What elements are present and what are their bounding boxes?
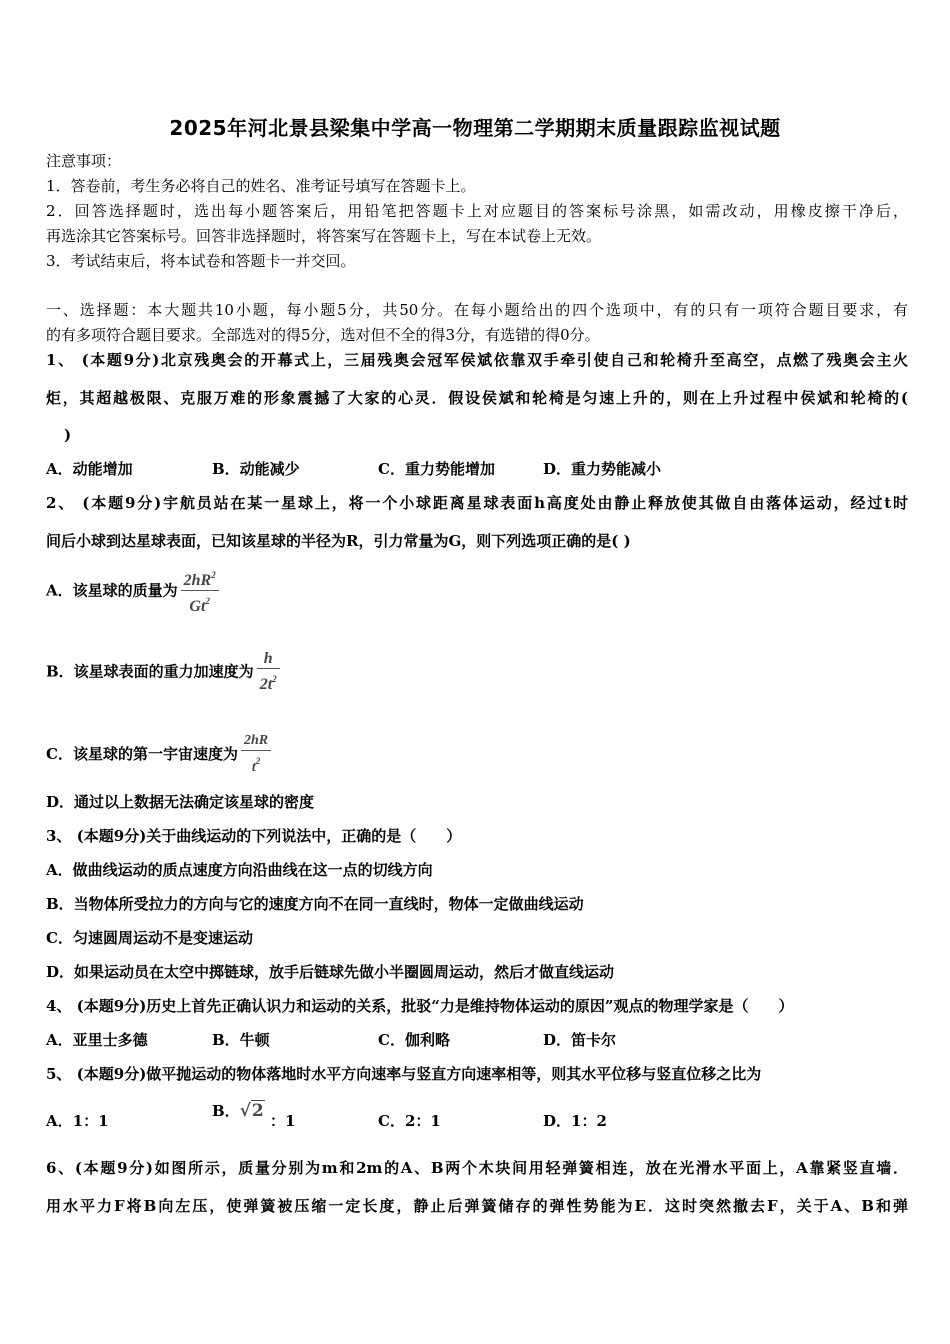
q1-option-c: C．重力势能增加 [378, 460, 495, 478]
q3-option-a: A．做曲线运动的质点速度方向沿曲线在这一点的切线方向 [46, 861, 433, 879]
q5-option-d: D．1：2 [543, 1112, 607, 1130]
q5-option-a: A．1：1 [46, 1112, 109, 1130]
q2-option-a-text: A．该星球的质量为 [46, 581, 178, 600]
q6-stem: 6、(本题9分)如图所示，质量分别为m和2m的A、B两个木块间用轻弹簧相连，放在光滑水平面上，A靠紧竖直墙． [46, 1159, 908, 1177]
q3-stem: 3、 (本题9分)关于曲线运动的下列说法中，正确的是（ ） [46, 827, 462, 845]
sqrt-symbol: √2 [239, 1101, 264, 1121]
notice-heading: 注意事项： [46, 152, 122, 170]
q2-option-c-fraction: $\frac{2hR}{t^2}$ [241, 732, 271, 778]
q2-stem: 2、 (本题9分)宇航员站在某一星球上，将一个小球距离星球表面h高度处由静止释放使其做自由落体运动，经过t时 [46, 494, 908, 512]
notice-item: 1．答卷前，考生务必将自己的姓名、准考证号填写在答题卡上。 [46, 177, 476, 195]
q3-option-d: D．如果运动员在太空中掷链球，放手后链球先做小半圈圆周运动，然后才做直线运动 [46, 963, 615, 981]
q1-stem: 炬，其超越极限、克服万难的形象震撼了大家的心灵．假设侯斌和轮椅是匀速上升的，则在上升过程中侯斌和轮椅的( [46, 389, 908, 407]
exam-title: 2025年河北景县梁集中学高一物理第二学期期末质量跟踪监视试题 [169, 116, 781, 140]
q1-stem: 1、 (本题9分)北京残奥会的开幕式上，三届残奥会冠军侯斌依靠双手牵引使自己和轮椅升至高空，点燃了残奥会主火 [46, 351, 908, 369]
q2-stem: 间后小球到达星球表面，已知该星球的半径为R，引力常量为G，则下列选项正确的是( ) [46, 532, 631, 550]
q2-option-d: D．通过以上数据无法确定该星球的密度 [46, 793, 315, 811]
q3-option-b: B．当物体所受拉力的方向与它的速度方向不在同一直线时，物体一定做曲线运动 [46, 895, 584, 913]
section-intro: 一、选择题：本大题共10小题，每小题5分，共50分。在每小题给出的四个选项中，有的只有一项符合题目要求，有 [46, 301, 908, 319]
q5-stem: 5、 (本题9分)做平抛运动的物体落地时水平方向速率与竖直方向速率相等，则其水平位移与竖直位移之比为 [46, 1065, 762, 1083]
notice-item: 2．回答选择题时，选出每小题答案后，用铅笔把答题卡上对应题目的答案标号涂黑，如需改动，用橡皮擦干净后， [46, 202, 908, 220]
q2-option-a-fraction: $\frac{2hR^2}{Gt^2}$ [181, 566, 219, 617]
section-intro: 的有多项符合题目要求。全部选对的得5分，选对但不全的得3分，有选错的得0分。 [46, 326, 600, 344]
q2-option-a [46, 566, 219, 617]
q4-option-a: A．亚里士多德 [46, 1031, 148, 1049]
q5-option-b-ratio: ：1 [270, 1112, 296, 1130]
q5-option-b: B．√2 [212, 1101, 264, 1121]
q6-stem: 用水平力F将B向左压，使弹簧被压缩一定长度，静止后弹簧储存的弹性势能为E．这时突然撤去F，关于A、B和弹 [46, 1197, 908, 1215]
notice-item: 再选涂其它答案标号。回答非选择题时，将答案写在答题卡上，写在本试卷上无效。 [46, 227, 602, 245]
notice-item: 3．考试结束后，将本试卷和答题卡一并交回。 [46, 252, 356, 270]
q1-option-a: A．动能增加 [46, 460, 133, 478]
q2-option-c [46, 732, 271, 778]
q2-option-b [46, 650, 280, 695]
q2-option-b-text: B．该星球表面的重力加速度为 [46, 662, 254, 681]
q2-option-c-text: C．该星球的第一宇宙速度为 [46, 745, 238, 763]
q1-option-d: D．重力势能减小 [543, 460, 662, 478]
q1-stem: ) [64, 426, 72, 444]
q4-option-b: B．牛顿 [212, 1031, 270, 1049]
q4-option-c: C．伽利略 [378, 1031, 450, 1049]
q2-option-b-fraction: $\frac{h}{2t^2}$ [257, 650, 280, 695]
q5-option-c: C．2：1 [378, 1112, 441, 1130]
q4-option-d: D．笛卡尔 [543, 1031, 617, 1049]
q4-stem: 4、 (本题9分)历史上首先正确认识力和运动的关系，批驳“力是维持物体运动的原因”观点的物理学家是（ ） [46, 997, 794, 1015]
q3-option-c: C．匀速圆周运动不是变速运动 [46, 929, 253, 947]
q1-option-b: B．动能减少 [212, 460, 300, 478]
